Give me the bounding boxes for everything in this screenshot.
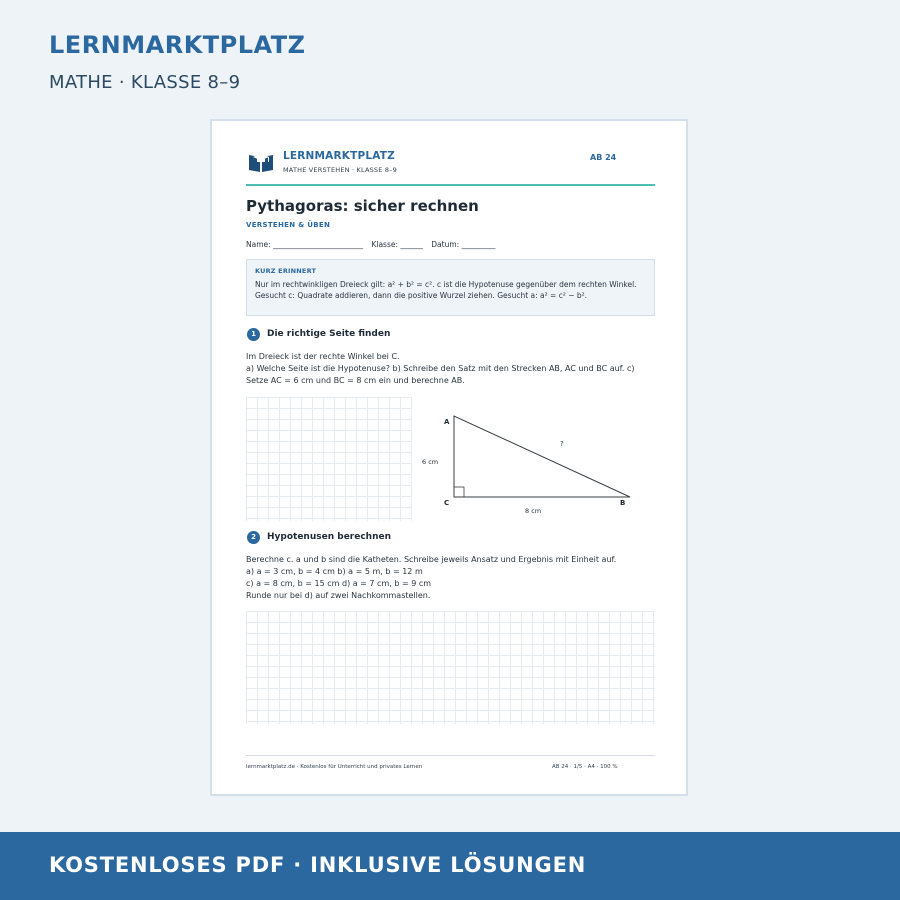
name-field: Name: ________________________	[246, 240, 364, 249]
banner-text: KOSTENLOSES PDF · INKLUSIVE LÖSUNGEN	[49, 853, 587, 877]
recall-heading: KURZ ERINNERT	[255, 267, 317, 275]
sheet-id: AB 24	[590, 153, 617, 162]
task-text-line: Berechne c. a und b sind die Katheten. Schreibe jeweils Ansatz und Ergebnis mit Einheit auf.	[246, 555, 617, 564]
footer-site: lernmarktplatz.de · Kostenlos für Unterricht und privates Lernen	[246, 764, 423, 770]
task-number-badge: 1	[247, 328, 260, 341]
right-triangle-figure	[417, 406, 657, 521]
task-title: Die richtige Seite finden	[267, 329, 391, 339]
datum-field: Datum: _________	[431, 240, 496, 249]
worksheet-subtitle: VERSTEHEN & ÜBEN	[246, 221, 331, 229]
header-rule	[246, 184, 655, 186]
task-text-line: Setze AC = 6 cm und BC = 8 cm ein und berechne AB.	[246, 376, 465, 385]
graduation-cap-book-icon	[248, 151, 274, 173]
vertex-b-label: B	[620, 499, 626, 507]
klasse-field: Klasse: ______	[371, 240, 423, 249]
logo-tagline: MATHE VERSTEHEN · KLASSE 8–9	[283, 166, 397, 174]
answer-grid-large	[246, 611, 655, 724]
recall-line: Gesucht c: Quadrate addieren, dann die positive Wurzel ziehen. Gesucht a: a² = c² − b².	[255, 291, 588, 300]
worksheet-preview[interactable]	[210, 119, 688, 796]
vertex-a-label: A	[444, 418, 450, 426]
side-ac-label: 6 cm	[422, 458, 439, 466]
task-text-line: Runde nur bei d) auf zwei Nachkommastellen.	[246, 591, 431, 600]
subject-subtitle: MATHE · KLASSE 8–9	[49, 72, 241, 93]
answer-grid-small	[246, 397, 412, 521]
side-ab-label: ?	[560, 440, 564, 448]
logo-name: LERNMARKTPLATZ	[283, 150, 395, 162]
task-number-badge: 2	[247, 531, 260, 544]
footer-page-info: AB 24 · 1/5 · A4 · 100 %	[552, 764, 618, 770]
brand-title: LERNMARKTPLATZ	[49, 31, 306, 59]
vertex-c-label: C	[444, 499, 450, 507]
task-text-line: Im Dreieck ist der rechte Winkel bei C.	[246, 352, 400, 361]
recall-box	[246, 259, 655, 316]
student-fields	[246, 240, 501, 249]
side-bc-label: 8 cm	[525, 507, 542, 515]
worksheet-title: Pythagoras: sicher rechnen	[246, 197, 479, 215]
promo-banner	[0, 832, 900, 900]
recall-line: Nur im rechtwinkligen Dreieck gilt: a² + b² = c². c ist die Hypotenuse gegenüber dem rechten Winkel.	[255, 280, 637, 289]
task-title: Hypotenusen berechnen	[267, 532, 391, 542]
task-text-line: c) a = 8 cm, b = 15 cm d) a = 7 cm, b = 9 cm	[246, 579, 432, 588]
task-text-line: a) a = 3 cm, b = 4 cm b) a = 5 m, b = 12 m	[246, 567, 423, 576]
footer-rule	[246, 755, 655, 756]
task-text-line: a) Welche Seite ist die Hypotenuse? b) Schreibe den Satz mit den Strecken AB, AC und BC auf. c)	[246, 364, 635, 373]
